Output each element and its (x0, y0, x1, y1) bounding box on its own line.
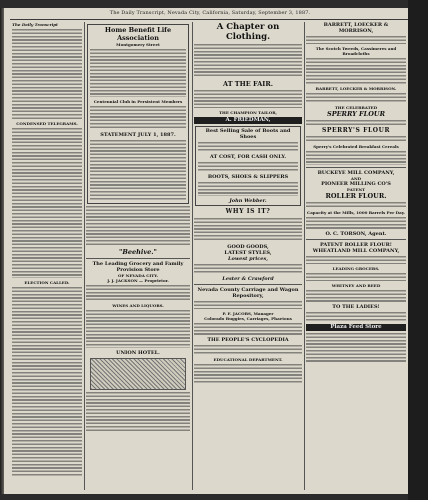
column-divider (304, 22, 305, 490)
ad-ladies: TO THE LADIES! (332, 304, 380, 310)
text-block (306, 58, 406, 84)
text-block (306, 333, 406, 363)
text-block (306, 93, 406, 103)
text-block (198, 142, 298, 152)
text-block (90, 140, 186, 200)
text-block (306, 36, 406, 44)
text-block (194, 323, 302, 335)
text-block (86, 310, 190, 348)
section-heading: ELECTION CALLED. (24, 280, 70, 285)
ad-boots-title: Best Selling Sale of Boots and Shoes (205, 128, 291, 140)
ad-educational: EDUCATIONAL DEPARTMENT. (213, 357, 283, 362)
text-block (90, 106, 186, 130)
column-4 (306, 22, 406, 492)
column-divider (84, 22, 85, 490)
column-3 (194, 22, 302, 492)
ad-boots-heading: BOOTS, SHOES & SLIPPERS (207, 174, 289, 180)
ad-tailor-name: A. FRIEDMAN, (194, 117, 302, 124)
text-block (198, 162, 298, 172)
ad-boots-price: AT COST, FOR CASH ONLY. (209, 154, 287, 160)
text-block (86, 206, 190, 246)
adjacent-page-edge (408, 0, 428, 500)
ad-barrett-2: BARRETT, LOECKER & MORRISON. (315, 86, 397, 91)
text-block (306, 217, 406, 229)
text-block (86, 285, 190, 301)
text-block (86, 392, 190, 432)
ad-sperrys-flour: SPERRY'S FLOUR (321, 127, 391, 134)
ad-grocers: LEADING GROCERS. (332, 266, 380, 271)
text-block (12, 29, 82, 119)
ad-boots (195, 126, 301, 206)
ad-liquors: WINES AND LIQUORS. (112, 303, 164, 308)
section-heading: CONDENSED TELEGRAMS. (16, 121, 78, 126)
ad-grocery-title: The Leading Grocery and Family Provision Store (92, 261, 184, 273)
text-block (194, 218, 302, 242)
ad-fair: AT THE FAIR. (223, 80, 273, 88)
text-block (198, 182, 298, 196)
text-block (194, 301, 302, 309)
ad-and: AND (350, 176, 362, 181)
ad-agent: O. C. TORSON, Agent. (325, 231, 387, 237)
ad-proprietor: J. J. JACKSON — Proprietor. (107, 278, 169, 283)
text-block (12, 287, 82, 477)
text-block (306, 290, 406, 302)
folio-line: The Daily Transcript, Nevada City, California, Saturday, September 3, 1887. (109, 10, 311, 16)
text-block (306, 256, 406, 264)
text-block (194, 264, 302, 274)
rule (194, 284, 302, 285)
ad-lester: Lester & Crawford (222, 276, 274, 282)
ad-patent-2: PATENT ROLLER FLOUR! (320, 242, 392, 248)
hotel-engraving (90, 358, 186, 390)
text-block (306, 120, 406, 126)
ad-barrett: BARRETT, LOECKER & MORRISON, (323, 22, 389, 34)
ad-good-goods: GOOD GOODS, (227, 244, 269, 250)
masthead-small: The Daily Transcript (12, 22, 58, 27)
ad-title: Home Benefit Life Association (104, 26, 172, 42)
ad-latest: LATEST STYLES, (224, 250, 272, 256)
ad-celebrated: THE CELEBRATED (334, 105, 378, 110)
ad-buckeye: BUCKEYE MILL COMPANY, (317, 170, 395, 176)
ad-sperry: SPERRY FLOUR (327, 110, 385, 118)
column-divider (192, 22, 193, 490)
text-block (306, 312, 406, 322)
ad-carriage: Nevada County Carriage and Wagon Repository, (197, 287, 299, 299)
ad-why-is-it: WHY IS IT? (225, 208, 271, 215)
ad-carriage-owner: P. F. JACOBS, Manager (222, 311, 274, 316)
ad-buggies: Colorado Buggies, Carriages, Phaetons (204, 316, 292, 321)
text-block (306, 202, 406, 208)
rule (306, 239, 406, 240)
column-1 (12, 22, 82, 492)
rule (306, 167, 406, 168)
text-block (194, 345, 302, 355)
ad-bread: Sperry's Celebrated Breakfast Cereals (313, 144, 399, 149)
ad-lowest: Lowest prices, (227, 256, 268, 262)
ad-webber: John Webber. (229, 198, 267, 204)
newspaper-page (4, 8, 408, 494)
ad-pioneer: PIONEER MILLING CO'S (321, 181, 391, 187)
ad-home-benefit (87, 24, 189, 204)
ad-statement: STATEMENT JULY 1, 1887. (100, 132, 176, 138)
ad-whitney: WHITNEY AND REED (331, 283, 381, 288)
ad-tailor: THE CHAMPION TAILOR, (219, 110, 277, 115)
ad-capacity: Capacity at the Mills, 1000 Barrels Per Day. (307, 210, 405, 215)
ad-roller: ROLLER FLOUR. (325, 192, 387, 200)
folio-rule (10, 19, 408, 20)
ad-union-hotel: UNION HOTEL. (116, 350, 160, 356)
text-block (90, 49, 186, 97)
rule (86, 258, 190, 259)
text-block (306, 273, 406, 281)
text-block (306, 136, 406, 142)
ad-line: Centennial Club in Persistent Members (93, 99, 183, 104)
ad-peoples: THE PEOPLE'S CYCLOPEDIA (207, 337, 289, 343)
text-block (194, 90, 302, 108)
ad-clothing-title: A Chapter on Clothing. (216, 22, 280, 42)
text-block (194, 364, 302, 384)
ad-wheatland: WHEATLAND MILL COMPANY, (312, 248, 400, 254)
ad-subtitle: Montgomery Street (116, 42, 160, 47)
text-block (194, 44, 302, 78)
ad-scotch: The Scotch Tweeds, Cassimeres and Broadcloths (315, 46, 397, 56)
ad-grocery-sub: OF NEVADA CITY. (117, 273, 159, 278)
text-block (306, 151, 406, 165)
ad-patent: PATENT (346, 187, 366, 192)
text-block (12, 128, 82, 278)
ad-feed-store: Plaza Feed Store (306, 324, 406, 331)
ad-beehive: "Beehive." (119, 248, 157, 256)
column-2 (86, 22, 190, 492)
